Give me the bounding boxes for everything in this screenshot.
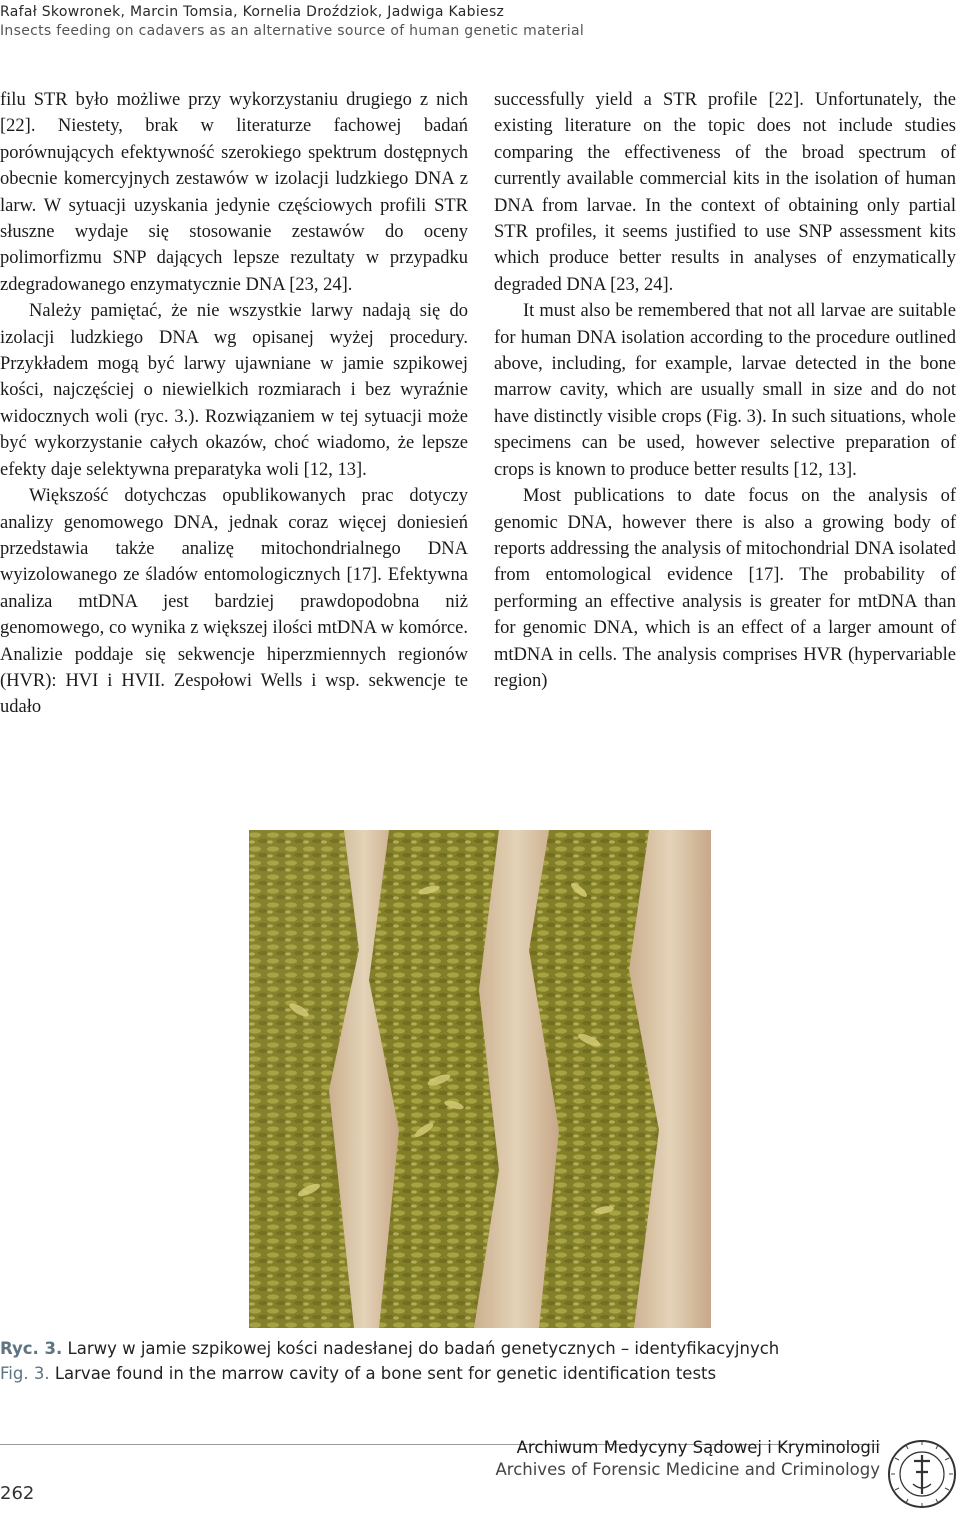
left-paragraph-2: Należy pamiętać, że nie wszystkie larwy nadają się do izolacji ludzkiego DNA wg opisanej wyżej procedury. Przykładem mogą być larwy ujawniane w jamie szpikowej kości, najczęściej o niewielkich rozmiarach i bez wyraźnie widocznych woli (ryc. 3.). Rozwiązaniem w tej sytuacji może być wykorzystanie całych okazów, choć wiadomo, że lepsze efekty daje selektywna preparatyka woli [12, 13]. — [0, 301, 468, 480]
running-header — [0, 4, 584, 39]
society-seal-logo — [886, 1428, 958, 1520]
caption-polish — [0, 1336, 779, 1361]
right-paragraph-1: successfully yield a STR profile [22]. Unfortunately, the existing literature on the topic does not include studies comparing the effectiveness of the broad spectrum of currently available commercial kits in the isolation of human DNA from larvae. In the context of obtaining only partial STR profiles, it seems justified to use SNP assessment kits which produce better results in analyses of enzymatically degraded DNA [23, 24]. — [494, 90, 956, 295]
left-column-polish — [0, 87, 468, 721]
left-paragraph-3: Większość dotychczas opublikowanych prac dotyczy analizy genomowego DNA, jednak coraz więcej doniesień przedstawia także analizę mitochondrialnego DNA wyizolowanego ze śladów entomologicznych [17]. Efektywna analiza mtDNA jest bardziej prawdopodobna niż genomowego, co wynika z większej ilości mtDNA w komórce. Analizie poddaje się sekwencje hiperzmiennych regionów (HVR): HVI i HVII. Zespołowi Wells i wsp. sekwencje te udało — [0, 486, 468, 718]
header-article-title: Insects feeding on cadavers as an alternative source of human genetic material — [0, 23, 585, 39]
caption-english-label: Fig. 3. — [0, 1364, 50, 1383]
larvae-photo-image — [249, 830, 711, 1328]
page-number: 262 — [0, 1483, 35, 1504]
right-paragraph-3: Most publications to date focus on the analysis of genomic DNA, however there is also a growing body of reports addressing the analysis of mitochondrial DNA isolated from entomological evidence [17]. The probability of performing an effective analysis is greater for mtDNA than for genomic DNA, which is an effect of a larger amount of mtDNA in cells. The analysis comprises HVR (hypervariable region) — [494, 486, 956, 691]
caption-english-text: Larvae found in the marrow cavity of a bone sent for genetic identification tests — [49, 1364, 717, 1383]
figure-larvae-photo — [249, 830, 711, 1328]
seal-emblem-icon — [886, 1428, 958, 1520]
journal-name-polish: Archiwum Medycyny Sądowej i Kryminologii — [516, 1438, 880, 1457]
figure-caption — [0, 1336, 779, 1386]
journal-name — [495, 1437, 880, 1481]
caption-polish-label: Ryc. 3. — [0, 1339, 63, 1358]
journal-name-english: Archives of Forensic Medicine and Criminology — [495, 1460, 880, 1479]
caption-english — [0, 1361, 779, 1386]
right-paragraph-2: It must also be remembered that not all larvae are suitable for human DNA isolation according to the procedure outlined above, including, for example, larvae detected in the bone marrow cavity, which are usually small in size and do not have distinctly visible crops (Fig. 3). In such situations, whole specimens can be used, however selective preparation of crops is known to produce better results [12, 13]. — [494, 301, 956, 480]
right-column-english — [494, 87, 956, 694]
caption-polish-text: Larwy w jamie szpikowej kości nadesłanej do badań genetycznych – identyfikacyjnych — [62, 1339, 780, 1358]
header-authors: Rafał Skowronek, Marcin Tomsia, Kornelia Droździok, Jadwiga Kabiesz — [0, 4, 505, 20]
left-paragraph-1: filu STR było możliwe przy wykorzystaniu drugiego z nich [22]. Niestety, brak w literaturze fachowej badań porównujących efektywność szerokiego spektrum dostępnych obecnie komercyjnych zestawów w izolacji ludzkiego DNA z larw. W sytuacji uzyskania jedynie częściowych profili STR słuszne wydaje się stosowanie zestawów do oceny polimorfizmu SNP dających lepsze rezultaty w przypadku zdegradowanego enzymatycznie DNA [23, 24]. — [0, 90, 468, 295]
